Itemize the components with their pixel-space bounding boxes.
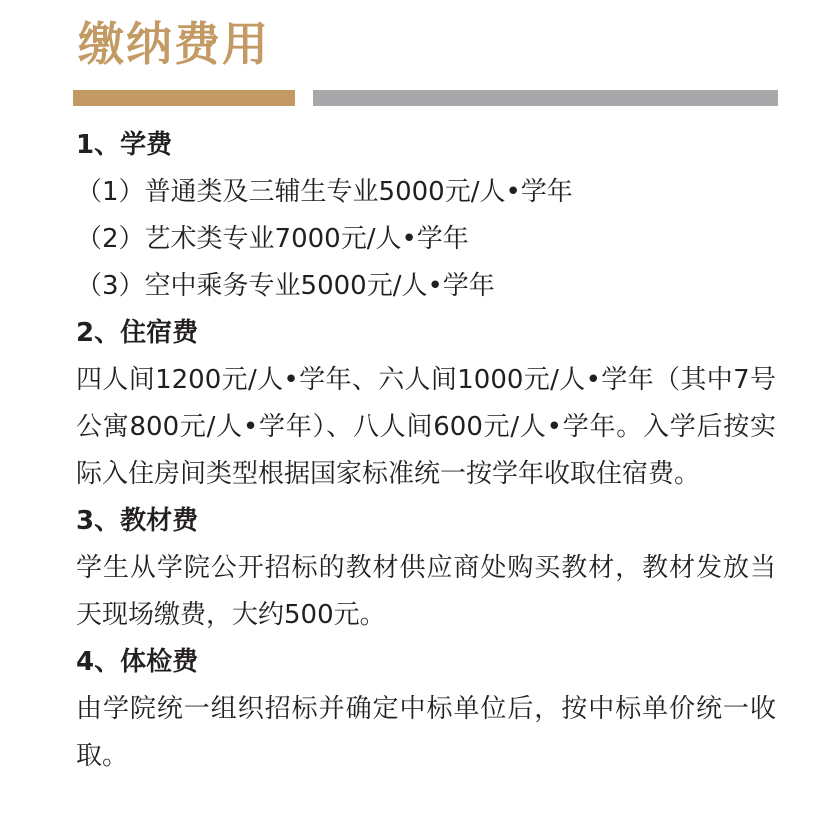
fee-content	[76, 122, 776, 780]
section-heading-medical-exam: 4、体检费	[76, 647, 199, 677]
title-underline-gold	[73, 90, 295, 106]
title-underline-gray	[313, 90, 778, 106]
tuition-item: （3）空中乘务专业5000元/人•学年	[76, 271, 495, 301]
page-title: 缴纳费用	[78, 17, 270, 71]
textbooks-text: 学生从学院公开招标的教材供应商处购买教材，教材发放当天现场缴费，大约500元。	[76, 553, 776, 630]
section-heading-textbooks: 3、教材费	[76, 506, 199, 536]
section-heading-accommodation: 2、住宿费	[76, 318, 199, 348]
accommodation-text: 四人间1200元/人•学年、六人间1000元/人•学年（其中7号公寓800元/人•学年）、八人间600元/人•学年。入学后按实际入住房间类型根据国家标准统一按学年收取住宿费。	[76, 365, 776, 489]
tuition-item: （1）普通类及三辅生专业5000元/人•学年	[76, 177, 573, 207]
medical-exam-text: 由学院统一组织招标并确定中标单位后，按中标单价统一收取。	[76, 694, 776, 771]
tuition-item: （2）艺术类专业7000元/人•学年	[76, 224, 469, 254]
section-heading-tuition: 1、学费	[76, 130, 173, 160]
